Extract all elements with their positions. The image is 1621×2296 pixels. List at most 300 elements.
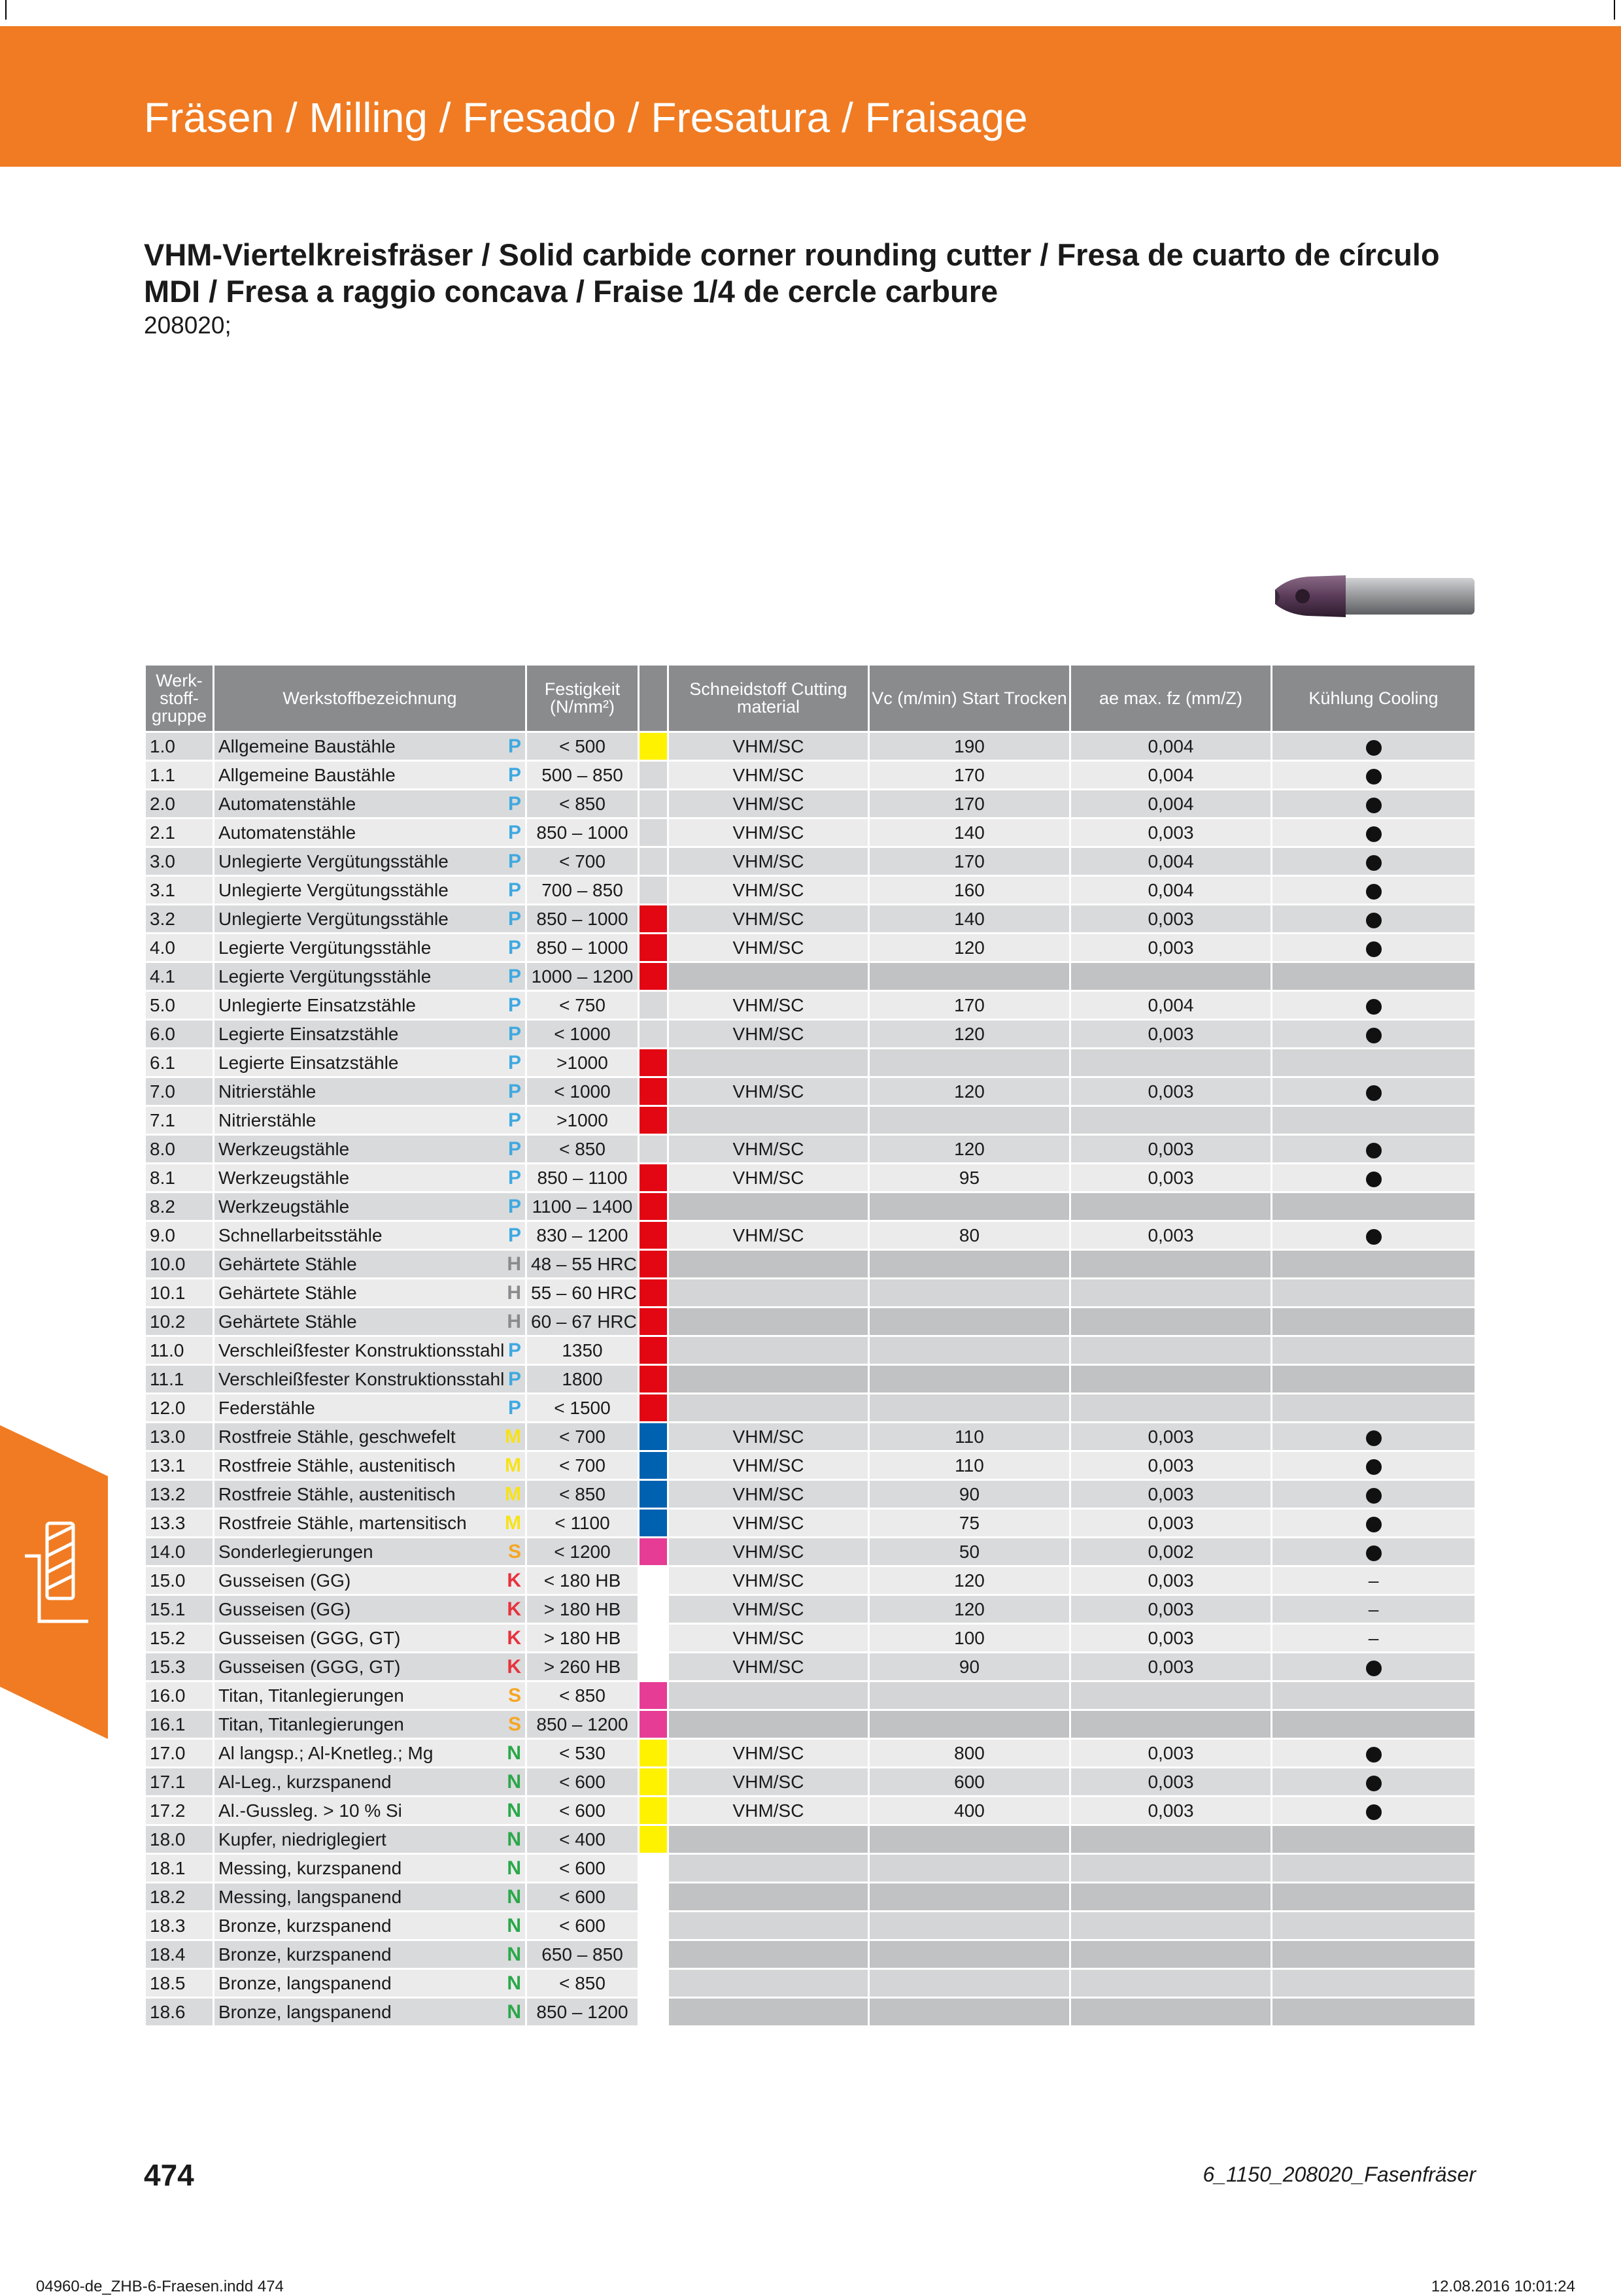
tensile-strength: < 1000 xyxy=(526,1077,639,1106)
cooling-indicator xyxy=(1272,1164,1476,1192)
cutting-speed: 120 xyxy=(869,934,1070,962)
material-name: Unlegierte Einsatzstähle xyxy=(218,995,416,1015)
cutting-speed xyxy=(869,1250,1070,1279)
table-header-row xyxy=(145,665,1476,732)
print-slug-file: 04960-de_ZHB-6-Fraesen.indd 474 xyxy=(36,2278,284,2295)
cutting-material: VHM/SC xyxy=(668,819,869,847)
feed-per-tooth: 0,003 xyxy=(1070,1739,1272,1768)
cutting-speed xyxy=(869,1336,1070,1365)
table-row xyxy=(145,819,1476,847)
feed-per-tooth: 0,003 xyxy=(1070,1451,1272,1480)
material-color-swatch xyxy=(639,876,668,905)
cutting-speed: 120 xyxy=(869,1566,1070,1595)
material-name-cell xyxy=(214,1653,526,1681)
cooling-indicator xyxy=(1272,905,1476,934)
material-name-cell xyxy=(214,1394,526,1423)
cutting-speed: 170 xyxy=(869,847,1070,876)
material-group: 16.1 xyxy=(145,1710,214,1739)
table-row xyxy=(145,1883,1476,1912)
material-name: Legierte Vergütungsstähle xyxy=(218,966,432,987)
feed-per-tooth: 0,003 xyxy=(1070,1797,1272,1825)
material-group: 15.3 xyxy=(145,1653,214,1681)
material-group: 18.3 xyxy=(145,1912,214,1940)
feed-per-tooth: 0,004 xyxy=(1070,761,1272,790)
material-color-swatch xyxy=(639,1250,668,1279)
iso-class-label: S xyxy=(507,1685,521,1706)
tensile-strength: 1000 – 1200 xyxy=(526,962,639,991)
material-name-cell xyxy=(214,934,526,962)
cutting-speed: 100 xyxy=(869,1624,1070,1653)
cutting-material: VHM/SC xyxy=(668,1077,869,1106)
iso-class-label: M xyxy=(505,1483,521,1505)
material-name-cell xyxy=(214,1106,526,1135)
cutting-material xyxy=(668,1710,869,1739)
cooling-indicator xyxy=(1272,1768,1476,1797)
iso-class-label: M xyxy=(505,1455,521,1476)
material-color-swatch xyxy=(639,1710,668,1739)
tensile-strength: 55 – 60 HRC xyxy=(526,1279,639,1308)
material-color-swatch xyxy=(639,790,668,819)
material-color-swatch xyxy=(639,1912,668,1940)
cutting-speed: 90 xyxy=(869,1653,1070,1681)
iso-class-label: N xyxy=(507,1800,521,1821)
material-name-cell xyxy=(214,1135,526,1164)
iso-class-label: N xyxy=(507,1771,521,1793)
tensile-strength: < 600 xyxy=(526,1883,639,1912)
iso-class-label: H xyxy=(507,1311,521,1332)
cutting-speed xyxy=(869,1681,1070,1710)
material-group: 8.1 xyxy=(145,1164,214,1192)
cutting-material xyxy=(668,1336,869,1365)
material-color-swatch xyxy=(639,847,668,876)
table-row xyxy=(145,1480,1476,1509)
cutting-material: VHM/SC xyxy=(668,1480,869,1509)
cooling-indicator xyxy=(1272,1336,1476,1365)
tensile-strength: < 600 xyxy=(526,1797,639,1825)
material-color-swatch xyxy=(639,1768,668,1797)
material-name-cell xyxy=(214,847,526,876)
table-row xyxy=(145,934,1476,962)
table-row xyxy=(145,1624,1476,1653)
tensile-strength: > 180 HB xyxy=(526,1595,639,1624)
material-group: 2.1 xyxy=(145,819,214,847)
tensile-strength: 830 – 1200 xyxy=(526,1221,639,1250)
material-name: Gusseisen (GGG, GT) xyxy=(218,1657,401,1677)
material-group: 1.0 xyxy=(145,732,214,761)
material-name: Legierte Vergütungsstähle xyxy=(218,937,432,958)
material-name: Automatenstähle xyxy=(218,822,356,843)
feed-per-tooth xyxy=(1070,1192,1272,1221)
cooling-indicator xyxy=(1272,1135,1476,1164)
header-designation: Werkstoffbezeichnung xyxy=(214,665,526,732)
material-name-cell xyxy=(214,1164,526,1192)
table-row xyxy=(145,847,1476,876)
iso-class-label: P xyxy=(507,994,521,1016)
dry-cutting-dot-icon xyxy=(1366,1085,1382,1101)
material-color-swatch xyxy=(639,1221,668,1250)
cutting-speed: 170 xyxy=(869,790,1070,819)
cutting-material: VHM/SC xyxy=(668,847,869,876)
feed-per-tooth: 0,003 xyxy=(1070,1768,1272,1797)
tensile-strength: > 180 HB xyxy=(526,1624,639,1653)
material-color-swatch xyxy=(639,1825,668,1854)
cooling-indicator xyxy=(1272,1106,1476,1135)
tensile-strength: 1350 xyxy=(526,1336,639,1365)
cutting-speed: 160 xyxy=(869,876,1070,905)
material-name-cell xyxy=(214,905,526,934)
cutting-speed: 140 xyxy=(869,819,1070,847)
cooling-indicator xyxy=(1272,1538,1476,1566)
cutting-material: VHM/SC xyxy=(668,732,869,761)
material-name: Unlegierte Vergütungsstähle xyxy=(218,851,449,871)
tensile-strength: 1800 xyxy=(526,1365,639,1394)
table-row xyxy=(145,1250,1476,1279)
page-number: 474 xyxy=(144,2158,194,2192)
feed-per-tooth xyxy=(1070,962,1272,991)
tensile-strength: > 260 HB xyxy=(526,1653,639,1681)
table-row xyxy=(145,1221,1476,1250)
material-color-swatch xyxy=(639,1854,668,1883)
table-row xyxy=(145,1940,1476,1969)
product-title: VHM-Viertelkreisfräser / Solid carbide corner rounding cutter / Fresa de cuarto de círculo MDI / Fresa a raggio concava / Fraise 1/4 de cercle carbure xyxy=(144,237,1440,309)
material-color-swatch xyxy=(639,819,668,847)
material-group: 15.1 xyxy=(145,1595,214,1624)
cooling-indicator xyxy=(1272,1365,1476,1394)
cutting-data-table xyxy=(144,664,1476,2027)
material-name: Gehärtete Stähle xyxy=(218,1254,357,1274)
material-name-cell xyxy=(214,1940,526,1969)
dry-cutting-dot-icon xyxy=(1366,1229,1382,1245)
cooling-indicator xyxy=(1272,1308,1476,1336)
cutting-material: VHM/SC xyxy=(668,1423,869,1451)
material-name: Nitrierstähle xyxy=(218,1081,316,1102)
cutting-material: VHM/SC xyxy=(668,991,869,1020)
material-group: 13.1 xyxy=(145,1451,214,1480)
feed-per-tooth: 0,004 xyxy=(1070,991,1272,1020)
cooling-indicator xyxy=(1272,1940,1476,1969)
material-group: 3.2 xyxy=(145,905,214,934)
iso-class-label: K xyxy=(507,1656,521,1678)
material-name: Sonderlegierungen xyxy=(218,1542,373,1562)
tensile-strength: 1100 – 1400 xyxy=(526,1192,639,1221)
cutting-speed xyxy=(869,1192,1070,1221)
feed-per-tooth xyxy=(1070,1279,1272,1308)
material-name: Schnellarbeitsstähle xyxy=(218,1225,383,1245)
cutting-material xyxy=(668,1308,869,1336)
iso-class-label: H xyxy=(507,1253,521,1275)
cooling-indicator xyxy=(1272,819,1476,847)
cutting-material: VHM/SC xyxy=(668,876,869,905)
iso-class-label: H xyxy=(507,1282,521,1304)
feed-per-tooth xyxy=(1070,1969,1272,1998)
material-color-swatch xyxy=(639,1797,668,1825)
cutting-material xyxy=(668,1049,869,1077)
cutting-material xyxy=(668,1969,869,1998)
iso-class-label: P xyxy=(507,822,521,843)
material-name: Werkzeugstähle xyxy=(218,1196,350,1217)
material-color-swatch xyxy=(639,962,668,991)
iso-class-label: P xyxy=(507,1052,521,1073)
material-name: Verschleißfester Konstruktionsstahl xyxy=(218,1340,505,1360)
dry-cutting-dot-icon xyxy=(1366,826,1382,842)
cooling-indicator xyxy=(1272,1912,1476,1940)
cutting-speed: 170 xyxy=(869,761,1070,790)
iso-class-label: P xyxy=(507,1081,521,1102)
tensile-strength: 48 – 55 HRC xyxy=(526,1250,639,1279)
header-swatch xyxy=(639,665,668,732)
table-row xyxy=(145,1077,1476,1106)
iso-class-label: P xyxy=(507,1138,521,1160)
feed-per-tooth xyxy=(1070,1940,1272,1969)
dry-cutting-dot-icon xyxy=(1366,798,1382,813)
material-group: 4.0 xyxy=(145,934,214,962)
cutting-speed: 190 xyxy=(869,732,1070,761)
dry-cutting-dot-icon xyxy=(1366,1661,1382,1676)
cutting-speed xyxy=(869,1710,1070,1739)
table-row xyxy=(145,1279,1476,1308)
table-row xyxy=(145,761,1476,790)
dry-cutting-dot-icon xyxy=(1366,855,1382,871)
tensile-strength: < 600 xyxy=(526,1912,639,1940)
tensile-strength: < 400 xyxy=(526,1825,639,1854)
cutting-speed xyxy=(869,1912,1070,1940)
header-ae-fz: ae max. fz (mm/Z) xyxy=(1070,665,1272,732)
cooling-indicator xyxy=(1272,934,1476,962)
material-name: Gusseisen (GGG, GT) xyxy=(218,1628,401,1648)
iso-class-label: S xyxy=(507,1714,521,1735)
material-color-swatch xyxy=(639,1940,668,1969)
iso-class-label: K xyxy=(507,1627,521,1649)
corner-rounding-cutter-icon xyxy=(1262,569,1478,628)
table-row xyxy=(145,1394,1476,1423)
dry-cutting-dot-icon xyxy=(1366,1804,1382,1820)
cooling-indicator xyxy=(1272,876,1476,905)
dry-cutting-dot-icon xyxy=(1366,769,1382,785)
material-color-swatch xyxy=(639,1308,668,1336)
cutting-material xyxy=(668,1394,869,1423)
material-color-swatch xyxy=(639,1049,668,1077)
iso-class-label: P xyxy=(507,1023,521,1045)
feed-per-tooth: 0,003 xyxy=(1070,1509,1272,1538)
cutting-speed: 95 xyxy=(869,1164,1070,1192)
material-name: Al-Leg., kurzspanend xyxy=(218,1772,392,1792)
material-color-swatch xyxy=(639,1336,668,1365)
material-name-cell xyxy=(214,790,526,819)
table-row xyxy=(145,1451,1476,1480)
table-row xyxy=(145,732,1476,761)
material-color-swatch xyxy=(639,991,668,1020)
material-name: Werkzeugstähle xyxy=(218,1139,350,1159)
material-group: 1.1 xyxy=(145,761,214,790)
dry-cutting-dot-icon xyxy=(1366,1028,1382,1043)
cooling-indicator xyxy=(1272,1049,1476,1077)
tensile-strength: 500 – 850 xyxy=(526,761,639,790)
material-color-swatch xyxy=(639,1681,668,1710)
cutting-speed: 80 xyxy=(869,1221,1070,1250)
iso-class-label: N xyxy=(507,1742,521,1764)
tensile-strength: < 600 xyxy=(526,1768,639,1797)
cutting-material: VHM/SC xyxy=(668,1221,869,1250)
iso-class-label: P xyxy=(507,1167,521,1189)
tensile-strength: < 850 xyxy=(526,1135,639,1164)
cooling-indicator xyxy=(1272,1969,1476,1998)
table-row xyxy=(145,1768,1476,1797)
material-group: 9.0 xyxy=(145,1221,214,1250)
material-name-cell xyxy=(214,1365,526,1394)
cutting-material xyxy=(668,1825,869,1854)
dry-cutting-dot-icon xyxy=(1366,1747,1382,1763)
material-name-cell xyxy=(214,1566,526,1595)
material-name: Unlegierte Vergütungsstähle xyxy=(218,880,449,900)
material-color-swatch xyxy=(639,905,668,934)
dry-cutting-dot-icon xyxy=(1366,999,1382,1015)
cutting-speed xyxy=(869,1940,1070,1969)
material-name: Gehärtete Stähle xyxy=(218,1311,357,1332)
material-name: Rostfreie Stähle, austenitisch xyxy=(218,1484,456,1504)
cooling-indicator xyxy=(1272,1739,1476,1768)
iso-class-label: N xyxy=(507,1972,521,1994)
material-name: Messing, langspanend xyxy=(218,1887,402,1907)
cutting-material: VHM/SC xyxy=(668,1595,869,1624)
material-name: Gehärtete Stähle xyxy=(218,1283,357,1303)
iso-class-label: M xyxy=(505,1512,521,1534)
material-name-cell xyxy=(214,1221,526,1250)
cutting-material: VHM/SC xyxy=(668,1653,869,1681)
material-name: Nitrierstähle xyxy=(218,1110,316,1130)
material-color-swatch xyxy=(639,1192,668,1221)
material-name-cell xyxy=(214,1912,526,1940)
table-row xyxy=(145,1106,1476,1135)
table-row xyxy=(145,1538,1476,1566)
tensile-strength: < 700 xyxy=(526,847,639,876)
feed-per-tooth: 0,003 xyxy=(1070,1164,1272,1192)
cutting-speed xyxy=(869,1394,1070,1423)
material-name: Gusseisen (GG) xyxy=(218,1599,351,1619)
cutting-material: VHM/SC xyxy=(668,905,869,934)
table-row xyxy=(145,1912,1476,1940)
feed-per-tooth xyxy=(1070,1394,1272,1423)
material-group: 11.1 xyxy=(145,1365,214,1394)
material-color-swatch xyxy=(639,1451,668,1480)
table-row xyxy=(145,1854,1476,1883)
feed-per-tooth: 0,003 xyxy=(1070,1595,1272,1624)
cutting-material xyxy=(668,1106,869,1135)
material-group: 15.2 xyxy=(145,1624,214,1653)
material-name-cell xyxy=(214,991,526,1020)
table-row xyxy=(145,1308,1476,1336)
feed-per-tooth: 0,004 xyxy=(1070,732,1272,761)
table-row xyxy=(145,790,1476,819)
tensile-strength: < 180 HB xyxy=(526,1566,639,1595)
cooling-indicator xyxy=(1272,1221,1476,1250)
cooling-indicator: – xyxy=(1272,1595,1476,1624)
material-name-cell xyxy=(214,1480,526,1509)
tensile-strength: 850 – 1000 xyxy=(526,905,639,934)
material-name: Titan, Titanlegierungen xyxy=(218,1685,404,1706)
tensile-strength: 650 – 850 xyxy=(526,1940,639,1969)
feed-per-tooth xyxy=(1070,1049,1272,1077)
tensile-strength: < 1500 xyxy=(526,1394,639,1423)
cutting-material: VHM/SC xyxy=(668,790,869,819)
header-vc: Vc (m/min) Start Trocken xyxy=(869,665,1070,732)
cutting-material: VHM/SC xyxy=(668,1451,869,1480)
iso-class-label: M xyxy=(505,1426,521,1447)
header-strength: Festigkeit (N/mm²) xyxy=(526,665,639,732)
material-group: 6.1 xyxy=(145,1049,214,1077)
material-group: 18.1 xyxy=(145,1854,214,1883)
feed-per-tooth: 0,003 xyxy=(1070,1423,1272,1451)
cutting-material xyxy=(668,1365,869,1394)
material-color-swatch xyxy=(639,1164,668,1192)
feed-per-tooth xyxy=(1070,1308,1272,1336)
cutting-speed xyxy=(869,962,1070,991)
iso-class-label: N xyxy=(507,1915,521,1936)
material-name: Bronze, langspanend xyxy=(218,2002,392,2022)
material-color-swatch xyxy=(639,1106,668,1135)
table-row xyxy=(145,1135,1476,1164)
cutting-speed: 120 xyxy=(869,1077,1070,1106)
feed-per-tooth: 0,004 xyxy=(1070,876,1272,905)
iso-class-label: N xyxy=(507,1886,521,1908)
dry-cutting-dot-icon xyxy=(1366,1430,1382,1446)
iso-class-label: S xyxy=(507,1541,521,1562)
iso-class-label: N xyxy=(507,1857,521,1879)
material-color-swatch xyxy=(639,934,668,962)
material-name: Rostfreie Stähle, martensitisch xyxy=(218,1513,467,1533)
cooling-indicator xyxy=(1272,991,1476,1020)
tensile-strength: 850 – 1100 xyxy=(526,1164,639,1192)
iso-class-label: P xyxy=(507,793,521,815)
table-row xyxy=(145,1423,1476,1451)
tensile-strength: < 700 xyxy=(526,1423,639,1451)
tensile-strength: 850 – 1200 xyxy=(526,1710,639,1739)
table-row xyxy=(145,1566,1476,1595)
material-name: Messing, kurzspanend xyxy=(218,1858,402,1878)
cooling-indicator xyxy=(1272,1077,1476,1106)
material-color-swatch xyxy=(639,1624,668,1653)
material-name-cell xyxy=(214,1797,526,1825)
material-group: 18.0 xyxy=(145,1825,214,1854)
dry-cutting-dot-icon xyxy=(1366,1143,1382,1158)
table-row xyxy=(145,991,1476,1020)
table-row xyxy=(145,1739,1476,1768)
material-name: Titan, Titanlegierungen xyxy=(218,1714,404,1734)
feed-per-tooth: 0,003 xyxy=(1070,1566,1272,1595)
cutting-speed xyxy=(869,1825,1070,1854)
material-color-swatch xyxy=(639,1969,668,1998)
table-row xyxy=(145,1049,1476,1077)
tensile-strength: < 500 xyxy=(526,732,639,761)
section-title: Fräsen / Milling / Fresado / Fresatura / Fraisage xyxy=(144,94,1028,141)
iso-class-label: P xyxy=(507,1397,521,1419)
feed-per-tooth: 0,003 xyxy=(1070,1624,1272,1653)
cooling-indicator xyxy=(1272,1653,1476,1681)
material-color-swatch xyxy=(639,1998,668,2027)
tensile-strength: < 850 xyxy=(526,1480,639,1509)
material-name-cell xyxy=(214,1883,526,1912)
material-name-cell xyxy=(214,1854,526,1883)
material-color-swatch xyxy=(639,1394,668,1423)
cooling-indicator xyxy=(1272,1854,1476,1883)
cutting-speed xyxy=(869,1308,1070,1336)
cooling-indicator xyxy=(1272,1020,1476,1049)
material-group: 2.0 xyxy=(145,790,214,819)
material-name-cell xyxy=(214,1077,526,1106)
material-name: Bronze, kurzspanend xyxy=(218,1944,392,1965)
material-name: Al.-Gussleg. > 10 % Si xyxy=(218,1800,402,1821)
cutting-speed xyxy=(869,1883,1070,1912)
material-group: 13.3 xyxy=(145,1509,214,1538)
